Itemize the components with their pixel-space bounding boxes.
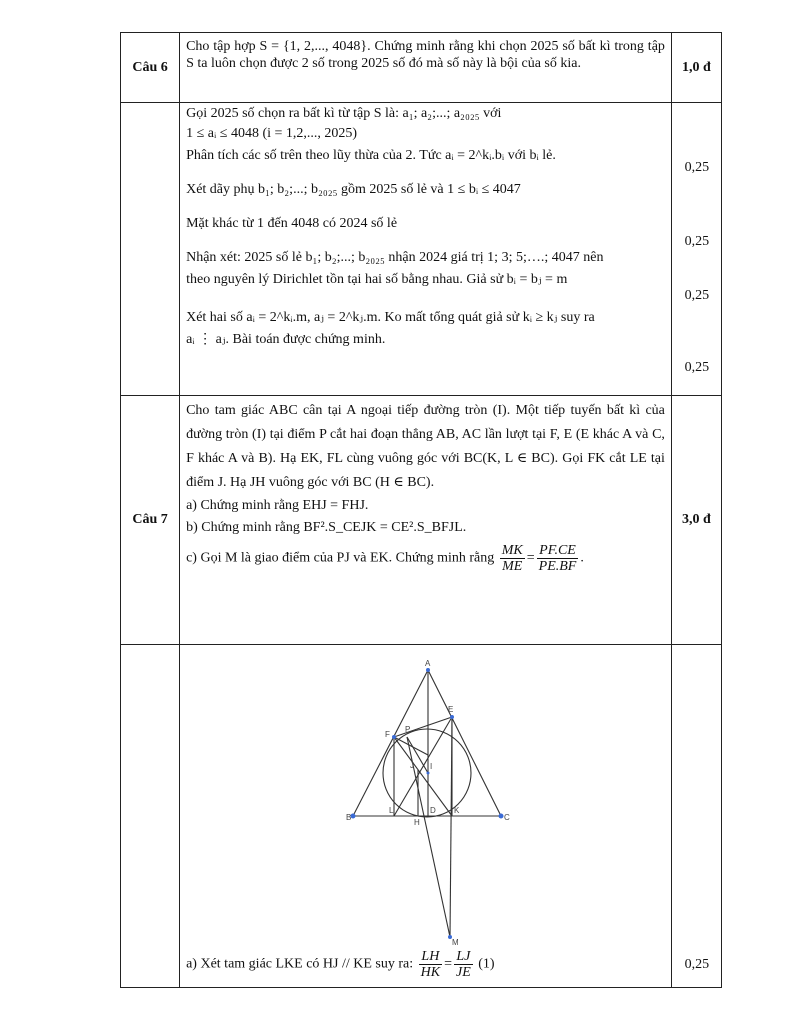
q6-sol-line-3: Phân tích các số trên theo lũy thừa của 2. Tức aᵢ = 2^kᵢ.bᵢ với bᵢ lẻ. bbox=[186, 148, 556, 163]
q6-score-1: 0,25 bbox=[684, 160, 710, 175]
label-a: A bbox=[425, 659, 431, 668]
q6-scores-cell bbox=[671, 103, 721, 396]
q7-part-c-rhs-den: PE.BF bbox=[538, 559, 577, 574]
q7-part-c-lhs-num: MK bbox=[501, 543, 523, 558]
q7-statement-cell bbox=[180, 396, 672, 645]
side-ab bbox=[353, 670, 428, 816]
label-f: F bbox=[385, 730, 390, 739]
q7-scores-cell bbox=[671, 645, 721, 988]
q7-score-1: 0,25 bbox=[684, 957, 710, 972]
q7-solution-row bbox=[121, 645, 722, 988]
label-l: L bbox=[389, 806, 394, 815]
label-c: C bbox=[504, 813, 510, 822]
geometry-figure bbox=[180, 655, 669, 955]
label-k: K bbox=[454, 806, 460, 815]
q6-solution-cell bbox=[180, 103, 672, 396]
q7-part-c-lhs-den: ME bbox=[502, 559, 523, 574]
q6-sol-line-9: aᵢ ⋮ aⱼ. Bài toán được chứng minh. bbox=[186, 332, 386, 347]
q6-score-2: 0,25 bbox=[684, 234, 710, 249]
q7-part-c-lhs bbox=[500, 543, 525, 574]
segment-le bbox=[394, 717, 452, 816]
q6-sol-line-5: Mặt khác từ 1 đến 4048 có 2024 số lẻ bbox=[186, 216, 398, 231]
q6-score-4: 0,25 bbox=[684, 360, 710, 375]
q6-statement: Cho tập hợp S = {1, 2,..., 4048}. Chứng minh rằng khi chọn 2025 số bất kì trong tập S ta luôn chọn được 2 số trong 2025 số đó mà số này là bội của số kia. bbox=[186, 39, 665, 71]
q6-statement-cell bbox=[180, 33, 672, 103]
label-e: E bbox=[448, 705, 454, 714]
label-i: I bbox=[430, 762, 433, 771]
label-p: P bbox=[405, 725, 411, 734]
answer-table bbox=[120, 32, 722, 988]
q7-sol-a-rhs-num: LJ bbox=[454, 949, 473, 965]
point-e bbox=[450, 715, 454, 719]
q7-statement-row bbox=[121, 396, 722, 645]
segment-fj bbox=[394, 737, 428, 755]
side-ac bbox=[428, 670, 501, 816]
q7-sol-a-lhs-den: HK bbox=[420, 965, 441, 980]
label-d: D bbox=[430, 806, 436, 815]
q7-part-c-text: c) Gọi M là giao điểm của PJ và EK. Chứng minh rằng bbox=[186, 550, 495, 566]
q7-part-a: a) Chứng minh rằng EHJ = FHJ. bbox=[186, 498, 369, 513]
q7-statement: Cho tam giác ABC cân tại A ngoại tiếp đường tròn (I). Một tiếp tuyến bất kì của đường tròn (I) tại điểm P cắt hai đoạn thẳng AB, AC lần lượt tại F, E (E khác A và C, F khác A và B). Hạ EK, FL cùng vuông góc với BC(K, L ∈ BC). Gọi FK cắt LE tại điểm J. Hạ JH vuông góc với BC (H ∈ BC). bbox=[186, 403, 665, 490]
label-h: H bbox=[414, 818, 420, 827]
q6-sol-line-7: theo nguyên lý Dirichlet tồn tại hai số bằng nhau. Giả sử bᵢ = bⱼ = m bbox=[186, 272, 568, 287]
q7-label: Câu 7 bbox=[121, 396, 180, 645]
label-m: M bbox=[452, 938, 459, 947]
q7-empty-cell bbox=[121, 645, 180, 988]
label-j: J bbox=[410, 761, 415, 770]
q6-sol-line-1: Gọi 2025 số chọn ra bất kì từ tập S là: a₁; a₂;...; a₂₀₂₅ với bbox=[186, 106, 502, 121]
q6-sol-line-6: Nhận xét: 2025 số lẻ b₁; b₂;...; b₂₀₂₅ nhận 2024 giá trị 1; 3; 5;….; 4047 nên bbox=[186, 250, 604, 265]
q7-sol-a-rhs-den: JE bbox=[456, 965, 471, 980]
q6-points: 1,0 đ bbox=[671, 33, 721, 103]
q7-points: 3,0 đ bbox=[671, 396, 721, 645]
q6-sol-line-8: Xét hai số aᵢ = 2^kᵢ.m, aⱼ = 2^kⱼ.m. Ko mất tổng quát giả sử kᵢ ≥ kⱼ suy ra bbox=[186, 310, 595, 325]
q7-figure-cell bbox=[180, 645, 672, 988]
q7-sol-a-text: a) Xét tam giác LKE có HJ // KE suy ra: bbox=[186, 956, 414, 972]
q7-sol-a: a) Xét tam giác LKE có HJ // KE suy ra: $\frac{LH}{HK}$ = $\frac{LJ}{JE}$ (1) bbox=[186, 949, 495, 980]
point-a bbox=[426, 668, 430, 672]
segment-fk bbox=[394, 737, 452, 816]
q7-sol-a-lhs-num: LH bbox=[419, 949, 442, 965]
point-f bbox=[392, 735, 396, 739]
q6-sol-line-4: Xét dãy phụ b₁; b₂;...; b₂₀₂₅ gồm 2025 số lẻ và 1 ≤ bᵢ ≤ 4047 bbox=[186, 182, 521, 197]
q7-sol-a-lhs bbox=[419, 949, 442, 980]
q7-part-c-rhs bbox=[537, 543, 579, 574]
q6-solution-row bbox=[121, 103, 722, 396]
q6-empty-cell bbox=[121, 103, 180, 396]
q6-label: Câu 6 bbox=[121, 33, 180, 103]
label-b: B bbox=[346, 813, 352, 822]
q6-statement-row bbox=[121, 33, 722, 103]
point-c bbox=[499, 814, 504, 819]
q7-part-c-rhs-num: PF.CE bbox=[537, 543, 579, 559]
q7-part-b: b) Chứng minh rằng BF².S_CEJK = CE².S_BFJL. bbox=[186, 520, 467, 535]
q7-part-c: c) Gọi M là giao điểm của PJ và EK. Chứng minh rằng $\frac{MK}{ME}$ = $\frac{PF.CE}{PE.BF}$ . bbox=[186, 543, 584, 574]
q7-sol-a-tag: (1) bbox=[478, 956, 495, 972]
segment-em bbox=[450, 717, 452, 937]
q6-score-3: 0,25 bbox=[684, 288, 710, 303]
q6-sol-line-2: 1 ≤ aᵢ ≤ 4048 (i = 1,2,..., 2025) bbox=[186, 126, 358, 141]
q7-sol-a-rhs bbox=[454, 949, 473, 980]
point-i bbox=[427, 772, 430, 775]
